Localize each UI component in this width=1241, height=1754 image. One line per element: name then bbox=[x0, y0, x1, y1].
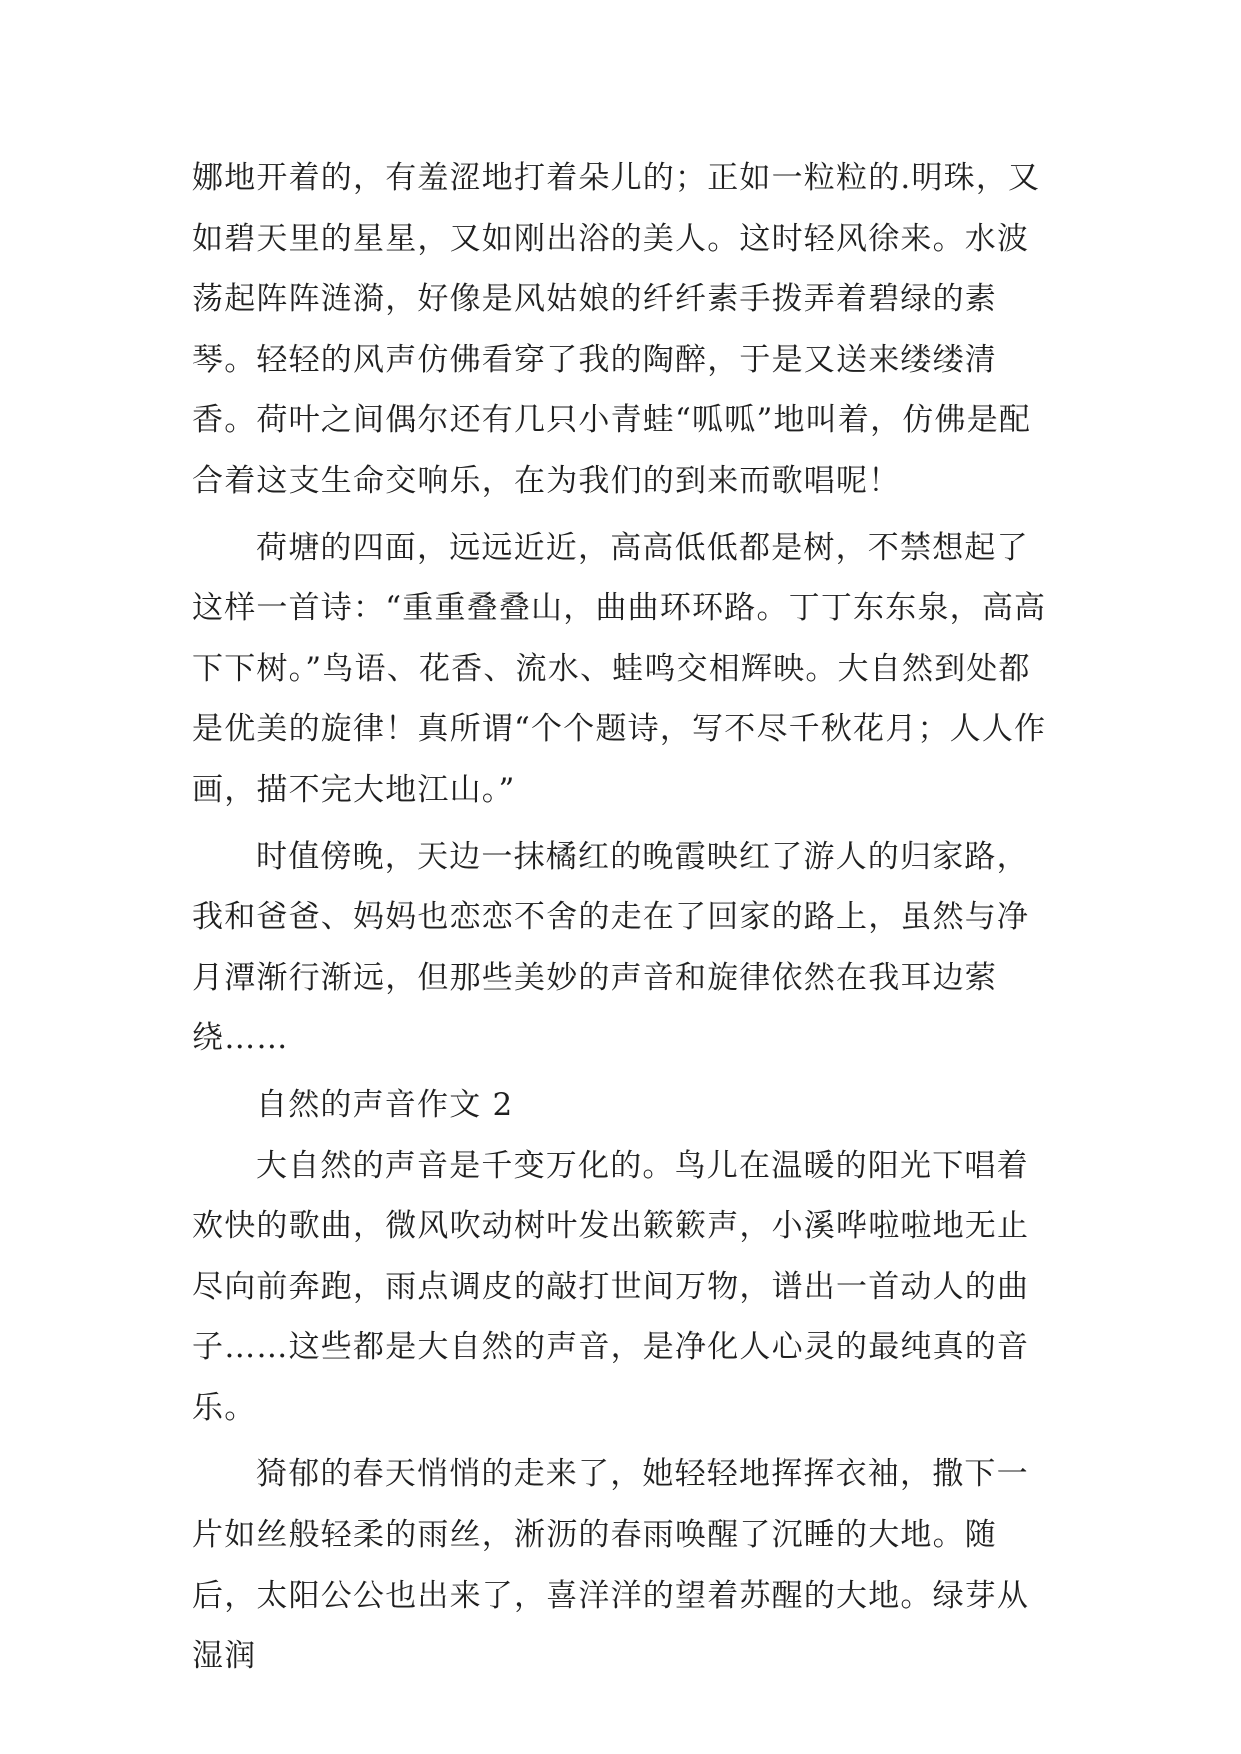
paragraph-lotus-pond-trees: 荷塘的四面，远远近近，高高低低都是树，不禁想起了这样一首诗：“重重叠叠山，曲曲环环路。丁丁东东泉，高高下下树。”鸟语、花香、流水、蛙鸣交相辉映。大自然到处都是优美的旋律！真所谓“个个题诗，写不尽千秋花月；人人作画，描不完大地江山。” bbox=[192, 529, 1047, 808]
paragraph-spring-arrives: 猗郁的春天悄悄的走来了，她轻轻地挥挥衣袖，撒下一片如丝般轻柔的雨丝，淅沥的春雨唤醒了沉睡的大地。随后，太阳公公也出来了，喜洋洋的望着苏醒的大地。绿芽从湿润 bbox=[192, 1456, 1030, 1675]
paragraph-nature-sounds: 大自然的声音是千变万化的。鸟儿在温暖的阳光下唱着欢快的歌曲，微风吹动树叶发出簌簌声，小溪哗啦啦地无止尽向前奔跑，雨点调皮的敲打世间万物，谱出一首动人的曲子……这些都是大自然的声音，是净化人心灵的最纯真的音乐。 bbox=[192, 1147, 1030, 1426]
paragraph-evening-return: 时值傍晚，天边一抹橘红的晚霞映红了游人的归家路，我和爸爸、妈妈也恋恋不舍的走在了回家的路上，虽然与净月潭渐行渐远，但那些美妙的声音和旋律依然在我耳边萦绕…… bbox=[192, 838, 1030, 1057]
document-body bbox=[192, 148, 1052, 1687]
paragraph-continued: 娜地开着的，有羞涩地打着朵儿的；正如一粒粒的.明珠，又如碧天里的星星，又如刚出浴的美人。这时轻风徐来。水波荡起阵阵涟漪，好像是风姑娘的纤纤素手拨弄着碧绿的素琴。轻轻的风声仿佛看穿了我的陶醉，于是又送来缕缕清香。荷叶之间偶尔还有几只小青蛙“呱呱”地叫着，仿佛是配合着这支生命交响乐，在为我们的到来而歌唱呢！ bbox=[192, 160, 1041, 499]
essay-section-title: 自然的声音作文 2 bbox=[256, 1086, 514, 1123]
